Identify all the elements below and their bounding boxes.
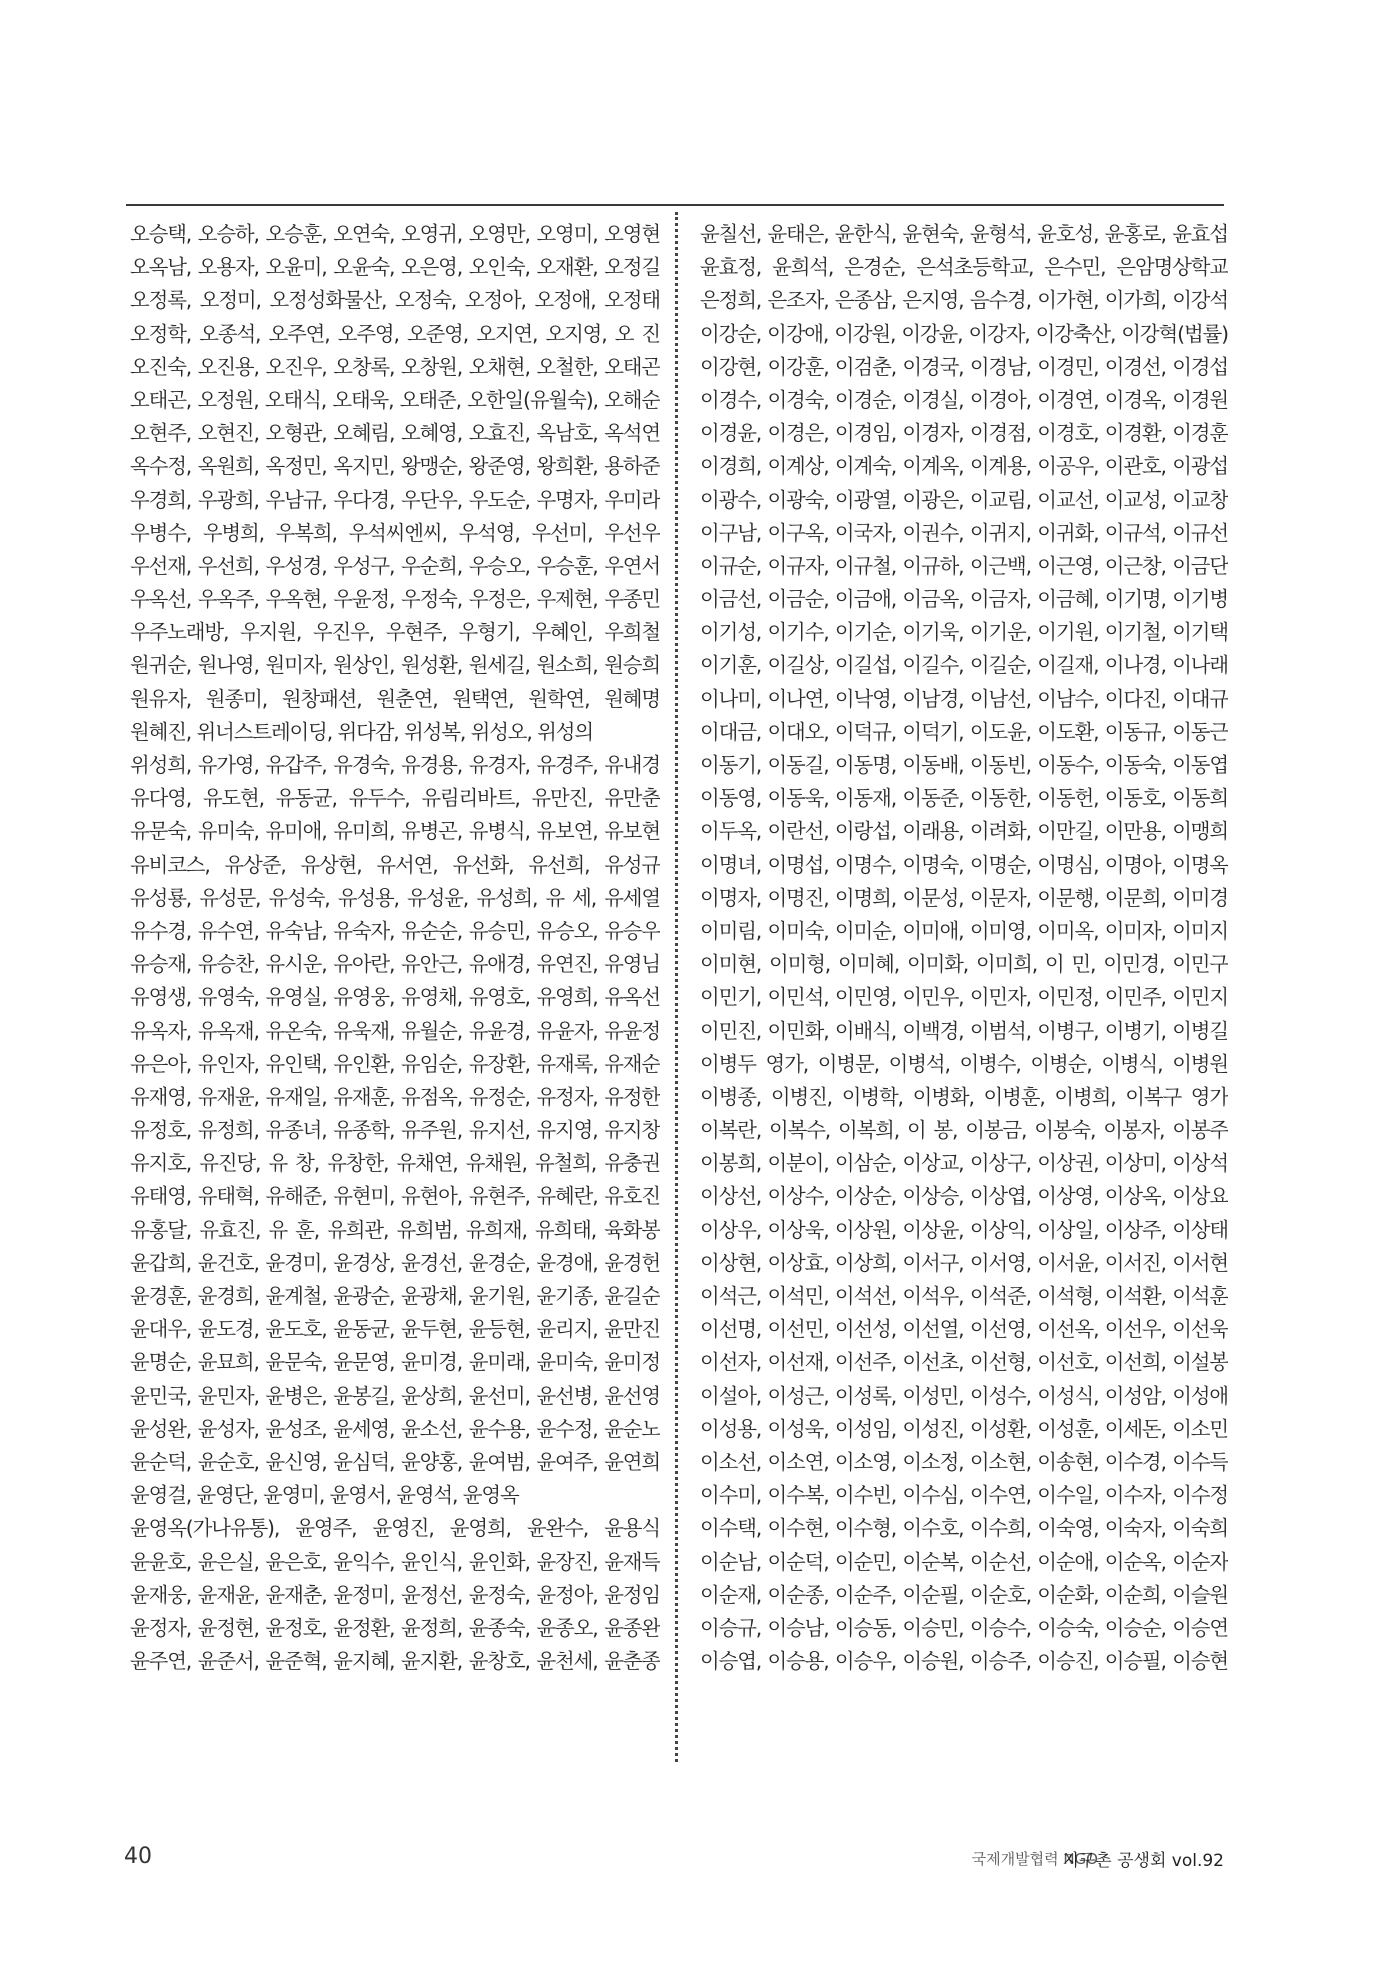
donor-line: 윤갑희, 윤건호, 윤경미, 윤경상, 윤경선, 윤경순, 윤경애, 윤경헌 [130,1250,660,1275]
donor-line: 유영생, 유영숙, 유영실, 유영웅, 유영채, 유영호, 유영희, 유옥선 [130,985,660,1010]
donor-line: 유재영, 유재윤, 유재일, 유재훈, 유점옥, 유정순, 유정자, 유정한 [130,1084,660,1109]
donor-line: 이미현, 이미형, 이미혜, 이미화, 이미희, 이 민, 이민경, 이민구 [700,952,1228,977]
donor-line: 이미림, 이미숙, 이미순, 이미애, 이미영, 이미옥, 이미자, 이미지 [700,918,1228,943]
donor-line: 우경희, 우광희, 우남규, 우다경, 우단우, 우도순, 우명자, 우미라 [130,487,660,512]
donor-line: 윤정자, 윤정현, 윤정호, 윤정환, 윤정희, 윤종숙, 윤종오, 윤종완 [130,1615,660,1640]
donor-line: 이수택, 이수현, 이수형, 이수호, 이수희, 이숙영, 이숙자, 이숙희 [700,1516,1228,1541]
donor-line: 이선자, 이선재, 이선주, 이선초, 이선형, 이선호, 이선희, 이설봉 [700,1350,1228,1375]
donor-line: 오태곤, 오정원, 오태식, 오태욱, 오태준, 오한일(유월숙), 오해순 [130,387,660,412]
donor-line: 이나미, 이나연, 이낙영, 이남경, 이남선, 이남수, 이다진, 이대규 [700,686,1228,711]
donor-line: 원혜진, 위너스트레이딩, 위다감, 위성복, 위성오, 위성의 [130,719,593,744]
donor-line: 오승택, 오승하, 오승훈, 오연숙, 오영귀, 오영만, 오영미, 오영현 [130,222,660,246]
donor-line: 윤영옥(가나유통), 윤영주, 윤영진, 윤영희, 윤완수, 윤용식 [130,1516,660,1541]
donor-line: 이명자, 이명진, 이명희, 이문성, 이문자, 이문행, 이문희, 이미경 [700,885,1228,910]
donor-line: 유지호, 유진당, 유 창, 유창한, 유채연, 유채원, 유철희, 유충권 [130,1151,660,1176]
donor-line: 오정학, 오종석, 오주연, 오주영, 오준영, 오지연, 오지영, 오 진 [130,321,660,346]
donor-line: 이상선, 이상수, 이상순, 이상승, 이상엽, 이상영, 이상옥, 이상요 [700,1184,1228,1209]
page-number: 40 [124,1844,152,1869]
donor-line: 우선재, 우선희, 우성경, 우성구, 우순희, 우승오, 우승훈, 우연서 [130,553,660,578]
donor-list-left-column [130,218,660,1678]
donor-line: 윤주연, 윤준서, 윤준혁, 윤지혜, 윤지환, 윤창호, 윤천세, 윤춘종 [130,1649,660,1674]
donor-line: 이선명, 이선민, 이선성, 이선열, 이선영, 이선옥, 이선우, 이선욱 [700,1317,1228,1342]
donor-line: 위성희, 유가영, 유갑주, 유경숙, 유경용, 유경자, 유경주, 유내경 [130,753,660,777]
donor-line: 윤재웅, 윤재윤, 윤재춘, 윤정미, 윤정선, 윤정숙, 윤정아, 윤정임 [130,1582,660,1607]
donor-line: 윤성완, 윤성자, 윤성조, 윤세영, 윤소선, 윤수용, 윤수정, 윤순노 [130,1416,660,1441]
donor-line: 이강순, 이강애, 이강원, 이강윤, 이강자, 이강축산, 이강혁(법률) [700,321,1228,346]
donor-line: 옥수정, 옥원희, 옥정민, 옥지민, 왕맹순, 왕준영, 왕희환, 용하준 [130,454,660,479]
donor-line: 윤윤호, 윤은실, 윤은호, 윤익수, 윤인식, 윤인화, 윤장진, 윤재득 [130,1549,660,1574]
donor-line: 우주노래방, 우지원, 우진우, 우현주, 우형기, 우혜인, 우희철 [130,620,660,645]
donor-line: 이승규, 이승남, 이승동, 이승민, 이승수, 이승숙, 이승순, 이승연 [700,1615,1228,1640]
donor-line: 이수미, 이수복, 이수빈, 이수심, 이수연, 이수일, 이수자, 이수정 [700,1483,1228,1508]
donor-line: 오옥남, 오용자, 오윤미, 오윤숙, 오은영, 오인숙, 오재환, 오정길 [130,255,660,280]
donor-line: 이기성, 이기수, 이기순, 이기욱, 이기운, 이기원, 이기철, 이기택 [700,620,1228,645]
donor-line: 유문숙, 유미숙, 유미애, 유미희, 유병곤, 유병식, 유보연, 유보현 [130,819,660,844]
donor-line: 이병종, 이병진, 이병학, 이병화, 이병훈, 이병희, 이복구 영가 [700,1084,1228,1109]
donor-line: 윤순덕, 윤순호, 윤신영, 윤심덕, 윤양홍, 윤여범, 윤여주, 윤연희 [130,1449,660,1474]
donor-line: 이경윤, 이경은, 이경임, 이경자, 이경점, 이경호, 이경환, 이경훈 [700,421,1228,446]
donor-line: 유승재, 유승찬, 유시운, 유아란, 유안근, 유애경, 유연진, 유영님 [130,952,660,977]
donor-line: 이병두 영가, 이병문, 이병석, 이병수, 이병순, 이병식, 이병원 [700,1051,1228,1076]
donor-line: 이승엽, 이승용, 이승우, 이승원, 이승주, 이승진, 이승필, 이승현 [700,1649,1228,1674]
donor-line: 윤칠선, 윤태은, 윤한식, 윤현숙, 윤형석, 윤호성, 윤홍로, 윤효섭 [700,222,1228,246]
donor-line: 이민기, 이민석, 이민영, 이민우, 이민자, 이민정, 이민주, 이민지 [700,985,1228,1010]
footer-publication-title: 지구촌 공생회 vol.92 [1062,1851,1224,1871]
donor-line: 이두옥, 이란선, 이랑섭, 이래용, 이려화, 이만길, 이만용, 이맹희 [700,819,1228,844]
page-footer [0,1844,1381,1874]
donor-line: 이상우, 이상욱, 이상원, 이상윤, 이상익, 이상일, 이상주, 이상태 [700,1217,1228,1242]
donor-line: 우옥선, 우옥주, 우옥현, 우윤정, 우정숙, 우정은, 우제현, 우종민 [130,587,660,612]
donor-line: 이규순, 이규자, 이규철, 이규하, 이근백, 이근영, 이근창, 이금단 [700,553,1228,578]
donor-line: 우병수, 우병희, 우복희, 우석씨엔씨, 우석영, 우선미, 우선우 [130,520,660,545]
donor-line: 이금선, 이금순, 이금애, 이금옥, 이금자, 이금혜, 이기명, 이기병 [700,587,1228,612]
donor-line: 이구남, 이구옥, 이국자, 이권수, 이귀지, 이귀화, 이규석, 이규선 [700,520,1228,545]
donor-line: 오진숙, 오진용, 오진우, 오창록, 오창원, 오채현, 오철한, 오태곤 [130,354,660,379]
donor-line: 이소선, 이소연, 이소영, 이소정, 이소현, 이송현, 이수경, 이수득 [700,1449,1228,1474]
donor-line: 이민진, 이민화, 이배식, 이백경, 이범석, 이병구, 이병기, 이병길 [700,1018,1228,1043]
donor-line: 이순남, 이순덕, 이순민, 이순복, 이순선, 이순애, 이순옥, 이순자 [700,1549,1228,1574]
donor-line: 이경수, 이경숙, 이경순, 이경실, 이경아, 이경연, 이경옥, 이경원 [700,387,1228,412]
donor-line: 이경희, 이계상, 이계숙, 이계옥, 이계용, 이공우, 이관호, 이광섭 [700,454,1228,479]
donor-line: 이상현, 이상효, 이상희, 이서구, 이서영, 이서윤, 이서진, 이서현 [700,1250,1228,1275]
donor-line: 이봉희, 이분이, 이삼순, 이상교, 이상구, 이상권, 이상미, 이상석 [700,1151,1228,1176]
donor-line: 오현주, 오현진, 오형관, 오혜림, 오혜영, 오효진, 옥남호, 옥석연 [130,421,660,446]
donor-line: 이강현, 이강훈, 이검춘, 이경국, 이경남, 이경민, 이경선, 이경섭 [700,354,1228,379]
donor-line: 원귀순, 원나영, 원미자, 원상인, 원성환, 원세길, 원소희, 원승희 [130,653,660,678]
donor-line: 이동영, 이동욱, 이동재, 이동준, 이동한, 이동헌, 이동호, 이동희 [700,786,1228,811]
donor-line: 이광수, 이광숙, 이광열, 이광은, 이교림, 이교선, 이교성, 이교창 [700,487,1228,512]
donor-line: 이성용, 이성욱, 이성임, 이성진, 이성환, 이성훈, 이세돈, 이소민 [700,1416,1228,1441]
donor-line: 유다영, 유도현, 유동균, 유두수, 유림리바트, 유만진, 유만춘 [130,786,660,811]
donor-line: 윤효정, 윤희석, 은경순, 은석초등학교, 은수민, 은암명상학교 [700,255,1228,280]
donor-line: 이석근, 이석민, 이석선, 이석우, 이석준, 이석형, 이석환, 이석훈 [700,1284,1228,1308]
donor-line: 이대금, 이대오, 이덕규, 이덕기, 이도윤, 이도환, 이동규, 이동근 [700,719,1228,744]
column-divider [675,212,678,1762]
donor-line: 윤명순, 윤묘희, 윤문숙, 윤문영, 윤미경, 윤미래, 윤미숙, 윤미정 [130,1350,660,1375]
donor-line: 유비코스, 유상준, 유상현, 유서연, 유선화, 유선희, 유성규 [130,852,660,877]
donor-line: 유정호, 유정희, 유종녀, 유종학, 유주원, 유지선, 유지영, 유지창 [130,1118,660,1143]
donor-line: 윤민국, 윤민자, 윤병은, 윤봉길, 윤상희, 윤선미, 윤선병, 윤선영 [130,1383,660,1408]
donor-line: 이기훈, 이길상, 이길섭, 이길수, 이길순, 이길재, 이나경, 이나래 [700,653,1228,678]
donor-line: 유수경, 유수연, 유숙남, 유숙자, 유순순, 유승민, 유승오, 유승우 [130,918,660,943]
donor-line: 이명녀, 이명섭, 이명수, 이명숙, 이명순, 이명심, 이명아, 이명옥 [700,852,1228,877]
donor-line: 윤대우, 윤도경, 윤도호, 윤동균, 윤두현, 윤등현, 윤리지, 윤만진 [130,1317,660,1342]
donor-line: 유홍달, 유효진, 유 훈, 유희관, 유희범, 유희재, 유희태, 육화봉 [130,1217,660,1242]
footer-organization: 국제개발협력 NGO [971,1850,1098,1868]
donor-line: 오정록, 오정미, 오정성화물산, 오정숙, 오정아, 오정애, 오정태 [130,288,660,313]
donor-line: 윤영걸, 윤영단, 윤영미, 윤영서, 윤영석, 윤영옥 [130,1483,519,1508]
donor-line: 이복란, 이복수, 이복희, 이 봉, 이봉금, 이봉숙, 이봉자, 이봉주 [700,1118,1228,1143]
donor-line: 은정희, 은조자, 은종삼, 은지영, 음수경, 이가현, 이가희, 이강석 [700,288,1228,313]
donor-line: 이동기, 이동길, 이동명, 이동배, 이동빈, 이동수, 이동숙, 이동엽 [700,753,1228,777]
donor-list-right-column [700,218,1228,1678]
donor-line: 유은아, 유인자, 유인택, 유인환, 유임순, 유장환, 유재록, 유재순 [130,1051,660,1076]
donor-line: 이설아, 이성근, 이성록, 이성민, 이성수, 이성식, 이성암, 이성애 [700,1383,1228,1408]
donor-line: 유태영, 유태혁, 유해준, 유현미, 유현아, 유현주, 유혜란, 유호진 [130,1184,660,1209]
donor-line: 원유자, 원종미, 원창패션, 원춘연, 원택연, 원학연, 원혜명 [130,686,660,711]
top-rule [126,204,1224,206]
donor-line: 유성룡, 유성문, 유성숙, 유성용, 유성윤, 유성희, 유 세, 유세열 [130,885,660,910]
donor-line: 유옥자, 유옥재, 유온숙, 유욱재, 유월순, 유윤경, 유윤자, 유윤정 [130,1018,660,1043]
donor-line: 이순재, 이순종, 이순주, 이순필, 이순호, 이순화, 이순희, 이슬원 [700,1582,1228,1607]
donor-line: 윤경훈, 윤경희, 윤계철, 윤광순, 윤광채, 윤기원, 윤기종, 윤길순 [130,1284,660,1308]
